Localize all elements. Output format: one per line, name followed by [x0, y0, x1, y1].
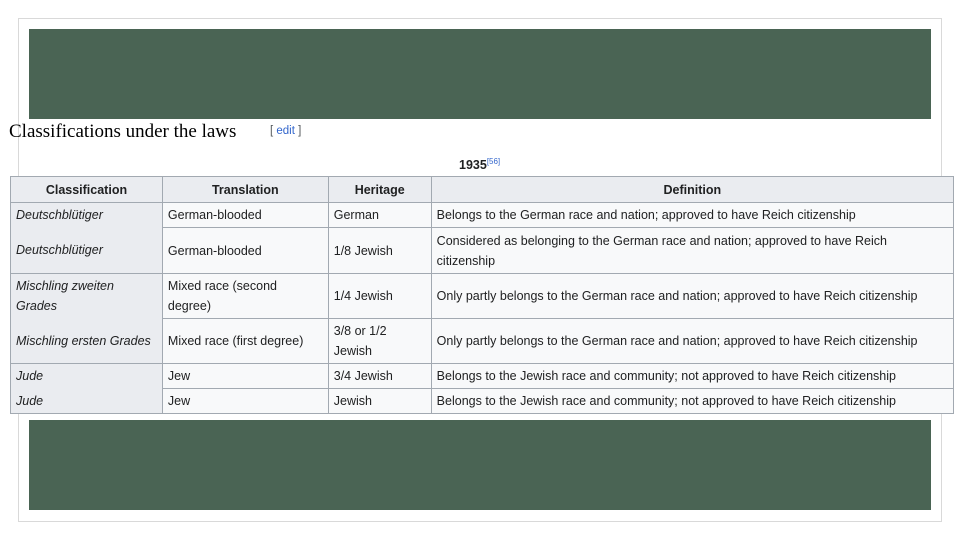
- classification-cell: Mischling zweiten Grades: [11, 274, 163, 319]
- table-caption: [459, 157, 500, 172]
- definition-cell: Belongs to the Jewish race and community; not approved to have Reich citizenship: [431, 364, 953, 389]
- heritage-cell: 1/8 Jewish: [328, 228, 431, 274]
- translation-cell: German-blooded: [162, 203, 328, 228]
- table-row: [11, 274, 954, 319]
- table-row: [11, 389, 954, 414]
- classification-cell: Deutschblütiger: [11, 228, 163, 274]
- section-heading: Classifications under the laws: [9, 121, 237, 142]
- edit-bracket-open: [: [270, 125, 277, 137]
- table-row: [11, 228, 954, 274]
- table-row: [11, 319, 954, 364]
- edit-link[interactable]: edit: [276, 125, 295, 137]
- caption-year: 1935: [459, 158, 487, 172]
- bottom-band: [29, 420, 931, 510]
- classification-cell: Jude: [11, 389, 163, 414]
- heritage-cell: 3/4 Jewish: [328, 364, 431, 389]
- definition-cell: Only partly belongs to the German race and nation; approved to have Reich citizenship: [431, 319, 953, 364]
- classification-cell: Deutschblütiger: [11, 203, 163, 228]
- classification-cell: Mischling ersten Grades: [11, 319, 163, 364]
- column-header-definition[interactable]: Definition: [431, 177, 953, 203]
- edit-bracket-close: ]: [294, 125, 302, 137]
- translation-cell: Jew: [162, 364, 328, 389]
- heritage-cell: 1/4 Jewish: [328, 274, 431, 319]
- column-header-classification[interactable]: Classification: [11, 177, 163, 203]
- definition-cell: Belongs to the Jewish race and community; not approved to have Reich citizenship: [431, 389, 953, 414]
- definition-cell: Considered as belonging to the German race and nation; approved to have Reich citizenship: [431, 228, 953, 274]
- definition-cell: Only partly belongs to the German race and nation; approved to have Reich citizenship: [431, 274, 953, 319]
- translation-cell: Mixed race (second degree): [162, 274, 328, 319]
- definition-cell: Belongs to the German race and nation; approved to have Reich citizenship: [431, 203, 953, 228]
- caption-reference-link[interactable]: [56]: [486, 157, 501, 166]
- edit-section: [270, 125, 301, 137]
- table-row: [11, 364, 954, 389]
- column-header-heritage[interactable]: Heritage: [328, 177, 431, 203]
- table-header-row: [11, 177, 954, 203]
- translation-cell: Jew: [162, 389, 328, 414]
- heritage-cell: German: [328, 203, 431, 228]
- heritage-cell: 3/8 or 1/2 Jewish: [328, 319, 431, 364]
- column-header-translation[interactable]: Translation: [162, 177, 328, 203]
- translation-cell: Mixed race (first degree): [162, 319, 328, 364]
- classification-table: [10, 176, 954, 414]
- translation-cell: German-blooded: [162, 228, 328, 274]
- classification-cell: Jude: [11, 364, 163, 389]
- heritage-cell: Jewish: [328, 389, 431, 414]
- top-band: [29, 29, 931, 119]
- table-row: [11, 203, 954, 228]
